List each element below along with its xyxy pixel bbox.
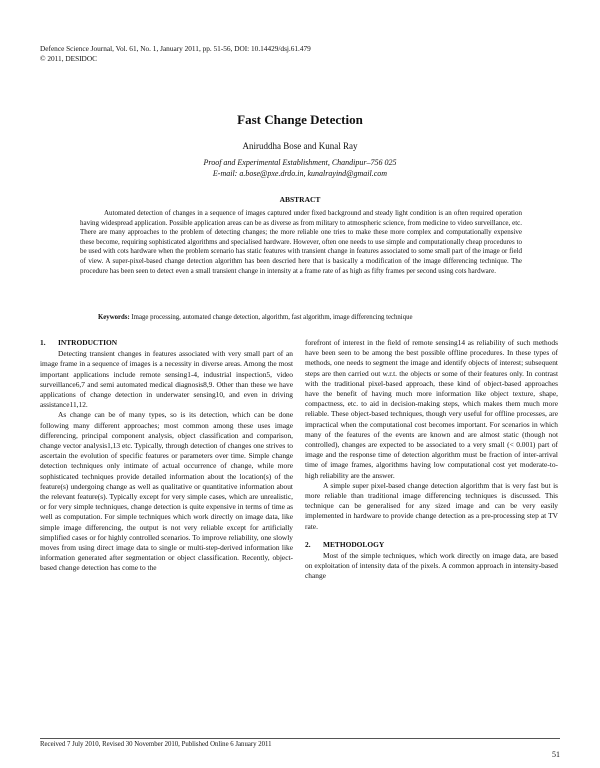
section-title: INTRODUCTION bbox=[58, 338, 118, 347]
method-paragraph-1: Most of the simple techniques, which work directly on image data, are based on exploitation of intensity data of the pixels. A common approach in intensity-based change bbox=[305, 551, 558, 581]
section-heading-methodology bbox=[305, 540, 558, 550]
right-column bbox=[305, 338, 558, 582]
keywords-label: Keywords: bbox=[98, 314, 130, 321]
section-heading-introduction bbox=[40, 338, 293, 348]
section-number: 2. bbox=[305, 539, 311, 549]
section-number: 1. bbox=[40, 338, 46, 347]
abstract-text: Automated detection of changes in a sequence of images captured under fixed background and steady light condition is an often required operation having widespread application. Possible application areas can be as diverse as from military to atmospheric science, from medicine to video surveillance, etc. There are many approaches to the problem of detecting changes; the more reliable one tries to make these more complex and computationally expensive these become, requiring sophisticated algorithms and specialised hardware. However, often one needs to use simple and computationally cheap procedures to be used with cots hardware when the problem scenario has static features with transient change in features associated to some small part of the image or field of view. A super-pixel-based change detection algorithm has been descried here that is basically a modification of the image differencing technique. The procedure has been seen to detect even a small transient change in intensity at a frame rate of as high as fifty frames per second using cots hardware. bbox=[80, 209, 522, 275]
copyright: © 2011, DESIDOC bbox=[40, 54, 97, 63]
intro-paragraph-1: Detecting transient changes in features associated with very small part of an image frame in a sequence of images is a necessity in diverse areas. Among the most important applications include remote sensing1-4, industrial inspection5, video surveillance6,7 and semi automated medical diagnosis8,9. Other than these we have applications of change detection in underwater sensing10, and even in driving assistance11,12. bbox=[40, 349, 293, 410]
intro-paragraph-3: forefront of interest in the field of remote sensing14 as reliability of such methods have been seen to be among the best possible offline procedures. In these types of methods, one needs to segment the image and identify objects of interest; subsequent steps are then carried out w.r.t. the objects or some of their features only. In contrast with the traditional pixel-based approach, these kind of object-based approaches have the benefit of having much more information like object texture, shape, compactness, etc. to aid in decision-making steps, which makes them much more reliable. These object-based techniques, though very useful for offline processes, are impractical when the computational cost becomes important. For scenarios in which many of the features of the events are known and are almost static (though not controlled), changes are expected to be associated to a very small (< 0.001) part of image and the response time of detection algorithm must be fraction of inter-arrival time of image frames, algorithms having low computational cost yet moderate-to-high reliability are the answer. bbox=[305, 338, 558, 480]
keywords-text: Image processing, automated change detection, algorithm, fast algorithm, image differencing technique bbox=[131, 314, 413, 321]
received-dates: Received 7 July 2010, Revised 30 November 2010, Published Online 6 January 2011 bbox=[40, 741, 272, 748]
intro-paragraph-4: A simple super pixel-based change detection algorithm that is very fast but is more reliable than traditional image differencing techniques is discussed. This technique can be generalised for any sized image and can be very easily implemented in hardware to provide change detection as a pre-processing step at TV rate. bbox=[305, 480, 558, 531]
left-column bbox=[40, 338, 293, 574]
affiliation-block bbox=[0, 157, 600, 179]
keywords bbox=[98, 313, 538, 322]
journal-citation: Defence Science Journal, Vol. 61, No. 1, January 2011, pp. 51-56, DOI: 10.14429/dsj.61.479 bbox=[40, 44, 311, 53]
paper-title: Fast Change Detection bbox=[237, 112, 363, 127]
journal-header bbox=[40, 44, 311, 64]
intro-paragraph-2: As change can be of many types, so is its detection, which can be done following many different approaches; most common among these uses image differencing, principal component analysis, object classification and comparison, change vector analysis1,13 etc. Typically, through detection of changes one strives to ascertain the evolution of specific features or parameters over time. Simple change detection techniques only intimate of actual occurrence of change, while more sophisticated techniques provide detailed information about the location(s) of the feature(s) undergoing change as well as qualitative or quantitative information about the relevant feature(s). Typically except for very simple cases, which are unrealistic, or for very simple techniques, change detection is quite expensive in terms of time as well as computation. For simple techniques which work directly on image data, like simple image differencing, the output is not very reliable except for artificially simplified cases or for highly controlled scenarios. To improve reliability, one slowly moves from using direct image data to single or multi-step-derived information like information generated after segmentation or object classification. Recently, object-based change detection has come to the bbox=[40, 410, 293, 573]
author-list: Aniruddha Bose and Kunal Ray bbox=[242, 141, 358, 151]
section-title: METHODOLOGY bbox=[323, 539, 385, 549]
footer-divider bbox=[40, 738, 560, 739]
author-email: E-mail: a.bose@pxe.drdo.in, kunalrayind@gmail.com bbox=[212, 169, 388, 178]
affiliation: Proof and Experimental Establishment, Chandipur–756 025 bbox=[203, 158, 397, 167]
abstract-heading: ABSTRACT bbox=[279, 195, 321, 204]
page-number: 51 bbox=[552, 750, 560, 759]
